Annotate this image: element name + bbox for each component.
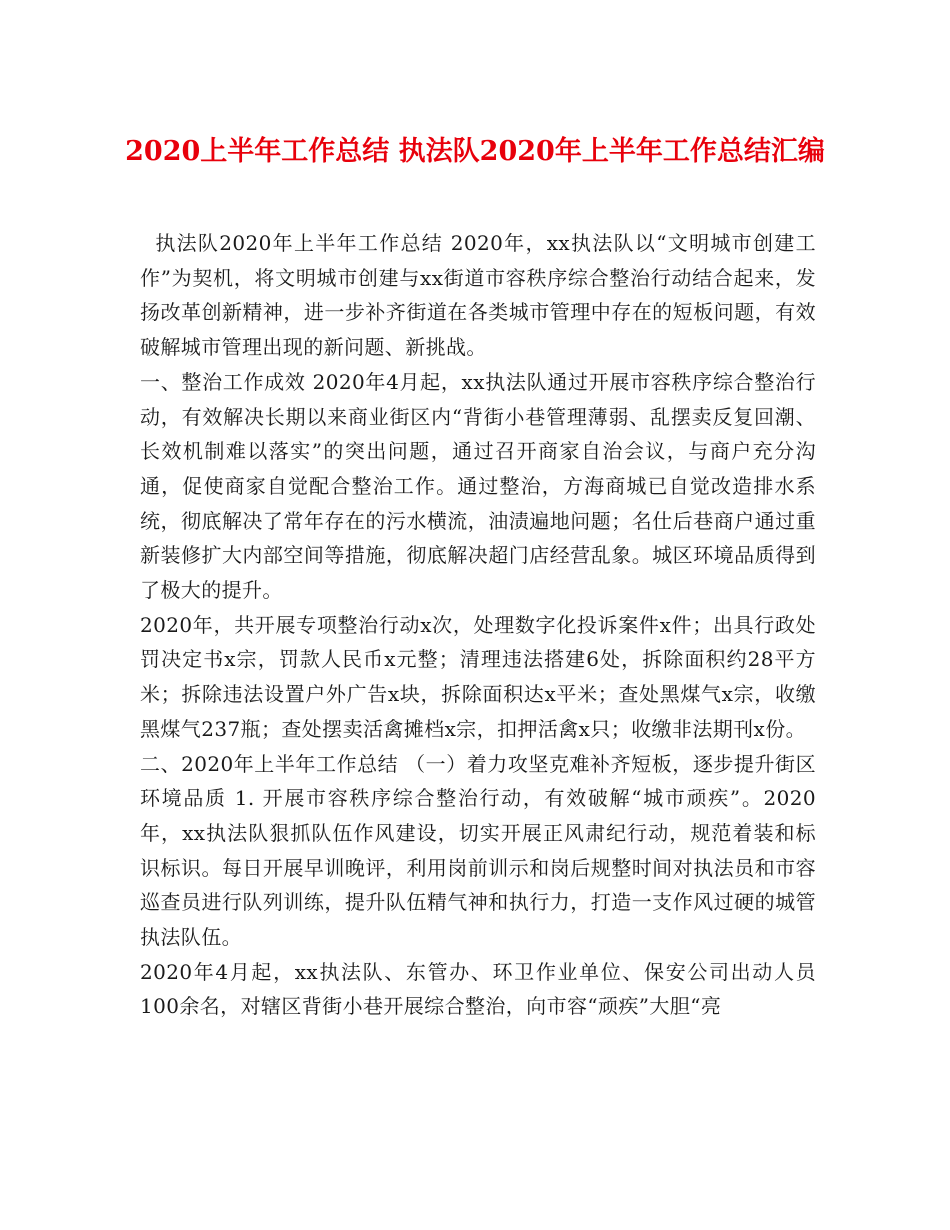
statistics-paragraph: 2020年，共开展专项整治行动x次，处理数字化投诉案件x件；出具行政处罚决定书x宗，罚款人民币x元整；清理违法搭建6处，拆除面积约28平方米；拆除违法设置户外广告x块，拆除面积达x平米；查处黑煤气x宗，收缴黑煤气237瓶；查处摆卖活禽摊档x宗，扣押活禽x只；收缴非法期刊x份。 [140, 612, 816, 741]
intro-paragraph: 执法队2020年上半年工作总结 2020年，xx执法队以“文明城市创建工作”为契机，将文明城市创建与xx街道市容秩序综合整治行动结合起来，发扬改革创新精神，进一步补齐街道在各类城市管理中存在的短板问题，有效破解城市管理出现的新问题、新挑战。 [140, 231, 816, 360]
april-action-paragraph: 2020年4月起，xx执法队、东管办、环卫作业单位、保安公司出动人员100余名，对辖区背街小巷开展综合整治，向市容“顽疾”大胆“亮 [140, 959, 816, 1019]
document-body [140, 226, 816, 1024]
document-title: 2020上半年工作总结 执法队2020年上半年工作总结汇编 [125, 136, 825, 167]
section-two-paragraph: 二、2020年上半年工作总结 （一）着力攻坚克难补齐短板，逐步提升街区环境品质 1. 开展市容秩序综合整治行动，有效破解“城市顽疾”。2020年，xx执法队狠抓队伍作风建设，切实开展正风肃纪行动，规范着装和标识标识。每日开展早训晚评，利用岗前训示和岗后规整时间对执法员和市容巡查员进行队列训练，提升队伍精气神和执行力，打造一支作风过硬的城管执法队伍。 [140, 751, 816, 950]
section-one-paragraph: 一、整治工作成效 2020年4月起，xx执法队通过开展市容秩序综合整治行动，有效解决长期以来商业街区内“背街小巷管理薄弱、乱摆卖反复回潮、长效机制难以落实”的突出问题，通过召开商家自治会议，与商户充分沟通，促使商家自觉配合整治工作。通过整治，方海商城已自觉改造排水系统，彻底解决了常年存在的污水横流，油渍遍地问题；名仕后巷商户通过重新装修扩大内部空间等措施，彻底解决超门店经营乱象。城区环境品质得到了极大的提升。 [140, 369, 816, 603]
